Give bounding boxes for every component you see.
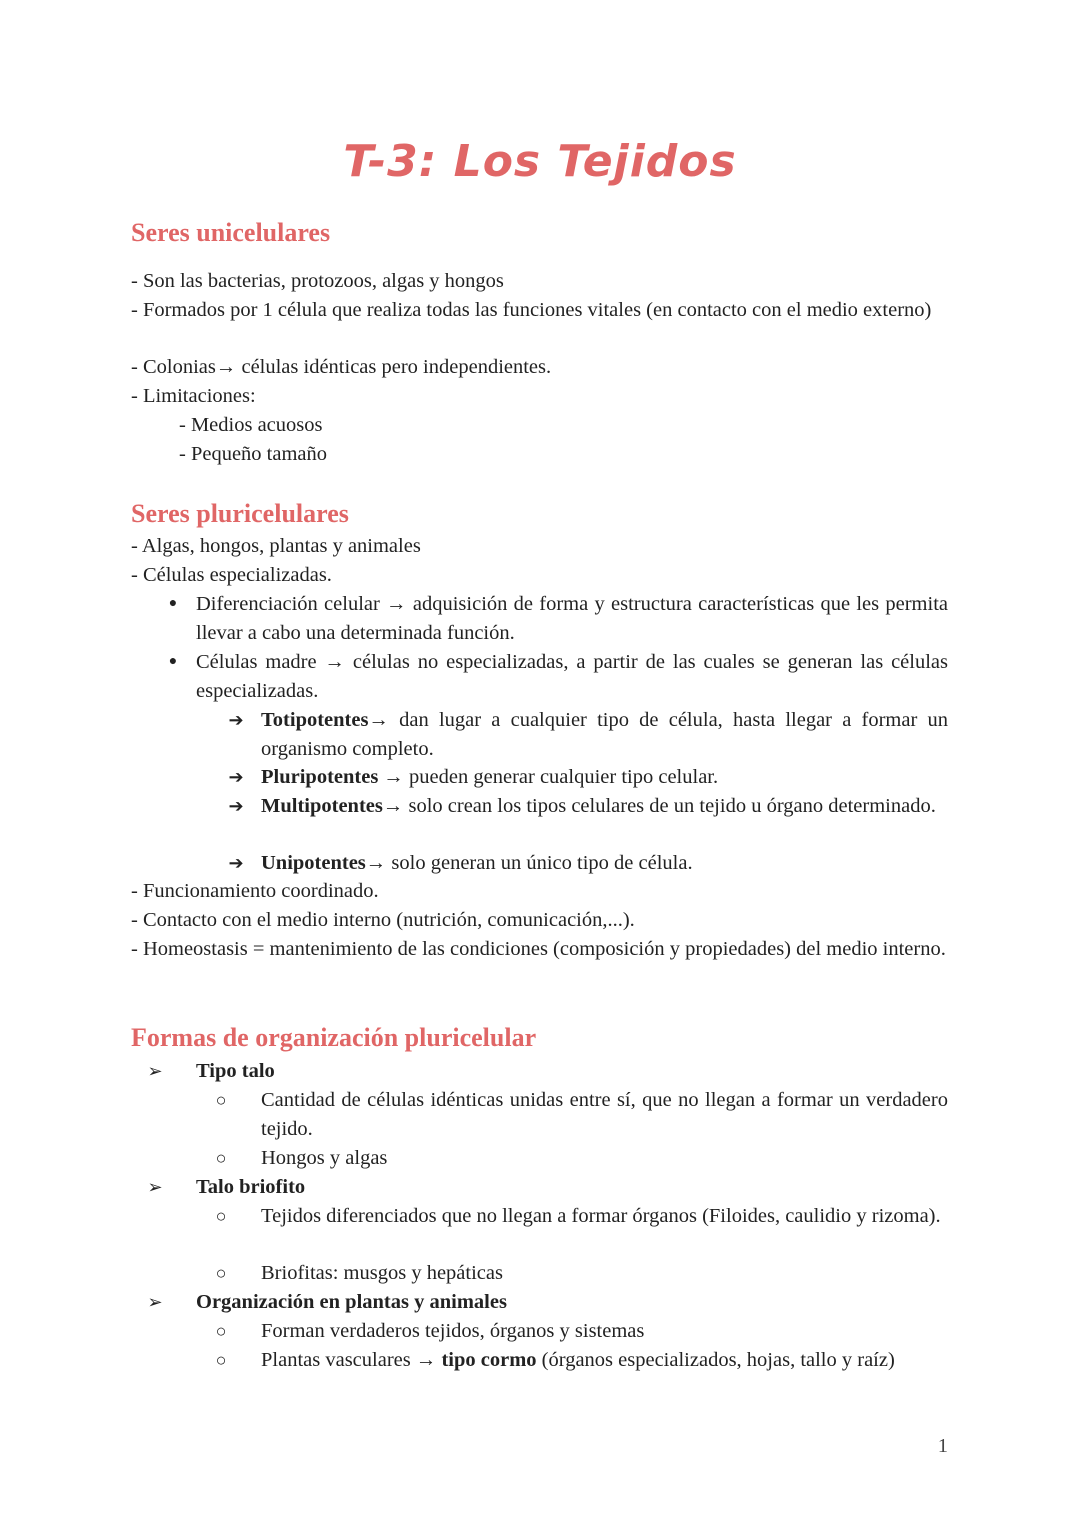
chevron-bullet-icon: ➢ bbox=[147, 1292, 163, 1312]
bullet-dot-icon: ● bbox=[168, 654, 178, 669]
circle-bullet-icon: ○ bbox=[215, 1263, 227, 1283]
paragraph-line: - Homeostasis = mantenimiento de las condiciones (composición y propiedades) del medio interno. bbox=[131, 938, 946, 960]
bullet-item: Diferenciación celular → adquisición de forma y estructura características que les permita llevar a cabo una determinada función. bbox=[196, 593, 948, 644]
arrow-bullet-icon: ➔ bbox=[228, 710, 244, 730]
arrow-bullet-icon: ➔ bbox=[228, 796, 244, 816]
arrow-item bbox=[261, 792, 948, 821]
circle-bullet-icon: ○ bbox=[215, 1148, 227, 1168]
arrow-item bbox=[261, 849, 948, 878]
chevron-bullet-icon: ➢ bbox=[147, 1177, 163, 1197]
term-definition: → pueden generar cualquier tipo celular. bbox=[378, 766, 719, 788]
list-item: Cantidad de células idénticas unidas entre sí, que no llegan a formar un verdadero tejido. bbox=[261, 1089, 948, 1140]
bullet-item: Células madre → células no especializadas, a partir de las cuales se generan las células especializadas. bbox=[196, 651, 948, 702]
bullet-dot-icon: ● bbox=[168, 596, 178, 611]
heading-seres-unicelulares: Seres unicelulares bbox=[131, 218, 331, 247]
term-definition: → dan lugar a cualquier tipo de célula, hasta llegar a formar un organismo completo. bbox=[261, 709, 948, 760]
list-item: Tejidos diferenciados que no llegan a formar órganos (Filoides, caulidio y rizoma). bbox=[261, 1205, 941, 1227]
page-title: T-3: Los Tejidos bbox=[343, 136, 737, 187]
chevron-bullet-icon: ➢ bbox=[147, 1061, 163, 1081]
subheading-tipo-talo: Tipo talo bbox=[196, 1060, 275, 1082]
term: Totipotentes bbox=[261, 709, 369, 731]
arrow-bullet-icon: ➔ bbox=[228, 853, 244, 873]
subheading-organizacion-plantas-animales: Organización en plantas y animales bbox=[196, 1291, 507, 1313]
list-item bbox=[261, 1346, 961, 1375]
circle-bullet-icon: ○ bbox=[215, 1321, 227, 1341]
paragraph-line: - Son las bacterias, protozoos, algas y hongos bbox=[131, 270, 504, 292]
paragraph-line: - Pequeño tamaño bbox=[179, 443, 328, 465]
list-item-text: Plantas vasculares → bbox=[261, 1349, 442, 1371]
term-definition: → solo generan un único tipo de célula. bbox=[365, 852, 693, 874]
circle-bullet-icon: ○ bbox=[215, 1090, 227, 1110]
arrow-item bbox=[261, 763, 948, 792]
paragraph-line: - Formados por 1 célula que realiza todas las funciones vitales (en contacto con el medio externo) bbox=[131, 299, 932, 321]
circle-bullet-icon: ○ bbox=[215, 1350, 227, 1370]
heading-formas-organizacion: Formas de organización pluricelular bbox=[131, 1023, 537, 1052]
term: Pluripotentes bbox=[261, 766, 379, 788]
list-item: Briofitas: musgos y hepáticas bbox=[261, 1262, 503, 1284]
paragraph-line: - Medios acuosos bbox=[179, 414, 323, 436]
list-item-text: (órganos especializados, hojas, tallo y raíz) bbox=[536, 1349, 895, 1371]
term: Unipotentes bbox=[261, 852, 366, 874]
arrow-bullet-icon: ➔ bbox=[228, 767, 244, 787]
arrow-item bbox=[261, 706, 948, 764]
list-item: Hongos y algas bbox=[261, 1147, 388, 1169]
term-definition: → solo crean los tipos celulares de un tejido u órgano determinado. bbox=[382, 795, 936, 817]
heading-seres-pluricelulares: Seres pluricelulares bbox=[131, 499, 349, 528]
term: tipo cormo bbox=[441, 1349, 537, 1371]
paragraph-line: - Algas, hongos, plantas y animales bbox=[131, 535, 421, 557]
paragraph-line: - Funcionamiento coordinado. bbox=[131, 880, 379, 902]
paragraph-line: - Contacto con el medio interno (nutrición, comunicación,...). bbox=[131, 909, 635, 931]
paragraph-line: - Colonias→ células idénticas pero independientes. bbox=[131, 356, 552, 378]
paragraph-line: - Células especializadas. bbox=[131, 564, 332, 586]
subheading-talo-briofito: Talo briofito bbox=[196, 1176, 306, 1198]
page-number: 1 bbox=[937, 1435, 948, 1457]
paragraph-line: - Limitaciones: bbox=[131, 385, 256, 407]
list-item: Forman verdaderos tejidos, órganos y sistemas bbox=[261, 1320, 645, 1342]
circle-bullet-icon: ○ bbox=[215, 1206, 227, 1226]
term: Multipotentes bbox=[261, 795, 383, 817]
